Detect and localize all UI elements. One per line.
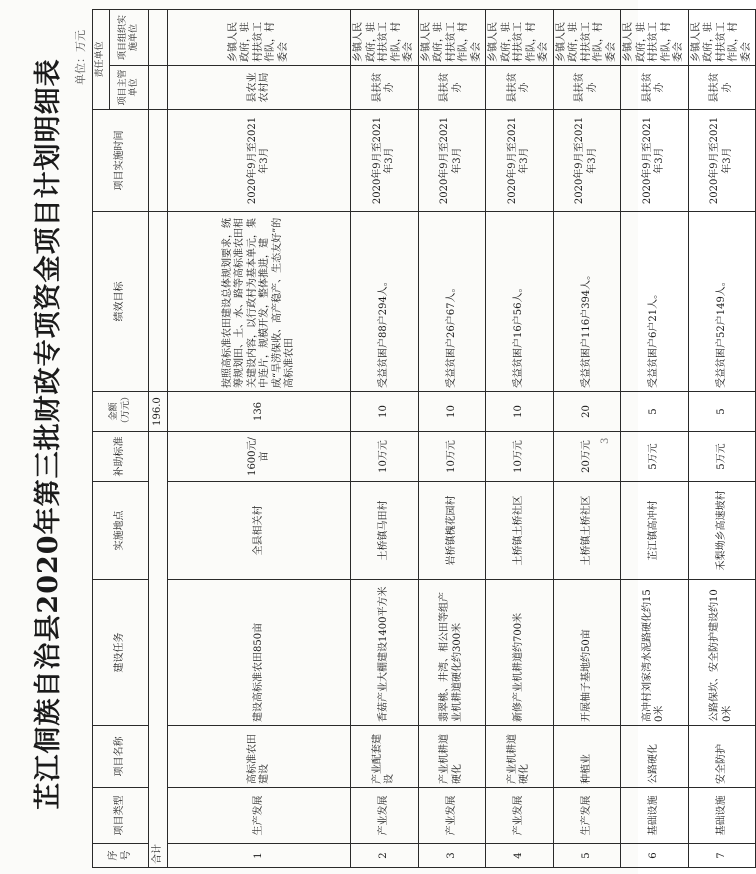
row-name: 安全防护 — [688, 726, 756, 788]
header-location: 实施地点 — [93, 482, 149, 580]
row-time: 2020年9月至2021年3月 — [418, 110, 486, 212]
row-standard: 5万元 — [621, 432, 689, 482]
row-org: 乡镇人民政府，驻村扶贫工作队，村委会 — [621, 9, 689, 65]
row-amount: 10 — [418, 392, 486, 432]
row-standard: 1600元/亩 — [168, 432, 351, 482]
header-goal: 绩效目标 — [93, 212, 149, 392]
row-name: 种植业 — [553, 726, 621, 788]
header-standard: 补助标准 — [93, 432, 149, 482]
row-org: 乡镇人民政府，驻村扶贫工作队，村委会 — [486, 9, 554, 65]
row-location: 禾梨坳乡高速坡村 — [688, 482, 756, 580]
header-name: 项目名称 — [93, 726, 149, 788]
row-time: 2020年9月至2021年3月 — [351, 110, 419, 212]
row-name: 产业机耕道硬化 — [486, 726, 554, 788]
row-goal: 受益贫困户116户394人。 — [553, 212, 621, 392]
row-amount: 5 — [688, 392, 756, 432]
header-dept: 项目主管单位 — [110, 66, 149, 110]
project-plan-table — [92, 9, 756, 868]
row-name: 产业配套建设 — [351, 726, 419, 788]
row-amount: 136 — [168, 392, 351, 432]
row-location: 全县相关村 — [168, 482, 351, 580]
header-content: 建设任务 — [93, 580, 149, 726]
row-time: 2020年9月至2021年3月 — [621, 110, 689, 212]
header-no: 序号 — [93, 844, 149, 868]
header-time: 项目实施时间 — [93, 110, 149, 212]
row-content: 开展柚子基地约50亩 — [553, 580, 621, 726]
row-name: 高标准农田建设 — [168, 726, 351, 788]
row-no: 4 — [486, 844, 554, 868]
row-goal: 受益贫困户26户67人。 — [418, 212, 486, 392]
row-standard: 10万元 — [486, 432, 554, 482]
row-dept: 县扶贫办 — [553, 66, 621, 110]
row-content: 公路保坎、安全防护建设约100米 — [688, 580, 756, 726]
row-time: 2020年9月至2021年3月 — [688, 110, 756, 212]
row-standard: 10万元 — [351, 432, 419, 482]
row-location: 岩桥镇槐花园村 — [418, 482, 486, 580]
row-no: 3 — [418, 844, 486, 868]
row-goal: 受益贫困户88户294人。 — [351, 212, 419, 392]
row-type: 基础设施 — [688, 788, 756, 844]
row-type: 产业发展 — [486, 788, 554, 844]
total-amount: 196.0 — [149, 392, 168, 432]
row-location: 芷江镇高冲村 — [621, 482, 689, 580]
row-standard: 10万元 — [418, 432, 486, 482]
row-time: 2020年9月至2021年3月 — [486, 110, 554, 212]
row-dept: 县扶贫办 — [688, 66, 756, 110]
unit-label: 单位：万元 — [74, 30, 87, 85]
row-goal: 受益贫困户52户149人。 — [688, 212, 756, 392]
row-type: 产业发展 — [351, 788, 419, 844]
row-type: 生产发展 — [168, 788, 351, 844]
page-number: 3 — [600, 437, 611, 444]
row-dept: 县扶贫办 — [351, 66, 419, 110]
row-standard: 20万元 — [553, 432, 621, 482]
row-content: 翡翠桃、井湾、相公田等组产业机耕道硬化约300米 — [418, 580, 486, 726]
row-standard: 5万元 — [688, 432, 756, 482]
row-name: 公路硬化 — [621, 726, 689, 788]
row-amount: 10 — [351, 392, 419, 432]
row-location: 土桥镇土桥社区 — [486, 482, 554, 580]
row-goal: 受益贫困户6户21人。 — [621, 212, 689, 392]
row-dept: 县扶贫办 — [418, 66, 486, 110]
row-dept: 县扶贫办 — [621, 66, 689, 110]
row-no: 7 — [688, 844, 756, 868]
header-row — [93, 9, 110, 867]
row-dept: 县扶贫办 — [486, 66, 554, 110]
row-org: 乡镇人民政府，驻村扶贫工作队，村委会 — [418, 9, 486, 65]
total-row — [149, 9, 168, 867]
row-goal: 受益贫困户16户56人。 — [486, 212, 554, 392]
header-type: 项目类型 — [93, 788, 149, 844]
row-org: 乡镇人民政府，驻村扶贫工作队，村委会 — [553, 9, 621, 65]
row-location: 土桥镇土桥社区 — [553, 482, 621, 580]
row-org: 乡镇人民政府，驻村扶贫工作队，村委会 — [168, 9, 351, 65]
header-amount: 金额（万元） — [93, 392, 149, 432]
row-dept: 县农业农村局 — [168, 66, 351, 110]
row-org: 乡镇人民政府，驻村扶贫工作队，村委会 — [688, 9, 756, 65]
row-time: 2020年9月至2021年3月 — [553, 110, 621, 212]
header-org: 项目组织实施单位 — [110, 9, 149, 65]
row-amount: 20 — [553, 392, 621, 432]
row-type: 基础设施 — [621, 788, 689, 844]
row-content: 香菇产业大棚建设1400平方米 — [351, 580, 419, 726]
table-row — [168, 9, 351, 867]
row-type: 生产发展 — [553, 788, 621, 844]
row-content: 新修产业机耕道约700米 — [486, 580, 554, 726]
row-amount: 5 — [621, 392, 689, 432]
row-type: 产业发展 — [418, 788, 486, 844]
row-no: 1 — [168, 844, 351, 868]
document-title: 芷江侗族自治县2020年第三批财政专项资金项目计划明细表 — [33, 58, 64, 810]
row-name: 产业机耕道硬化 — [418, 726, 486, 788]
table-row — [351, 9, 419, 867]
table-row — [486, 9, 554, 867]
row-goal: 按照高标准农田建设总体规划要求，统筹规划田、土、水、路等高标准农田相关建设内容，以行政村为基本单元，集中连片，规模开发，整体推进，建成“旱涝保收、高产稳产、生态友好”的高标准农田 — [168, 212, 351, 392]
row-org: 乡镇人民政府，驻村扶贫工作队，村委会 — [351, 9, 419, 65]
table-row — [688, 9, 756, 867]
row-no: 5 — [553, 844, 621, 868]
row-no: 6 — [621, 844, 689, 868]
table-row — [418, 9, 486, 867]
row-amount: 10 — [486, 392, 554, 432]
row-time: 2020年9月至2021年3月 — [168, 110, 351, 212]
row-content: 高冲村刘家湾水泥路硬化约150米 — [621, 580, 689, 726]
header-responsibility: 责任单位 — [93, 9, 110, 109]
row-no: 2 — [351, 844, 419, 868]
row-location: 土桥镇马田村 — [351, 482, 419, 580]
table-row — [621, 9, 689, 867]
row-content: 建设高标准农田850亩 — [168, 580, 351, 726]
total-label: 合计 — [149, 432, 168, 868]
